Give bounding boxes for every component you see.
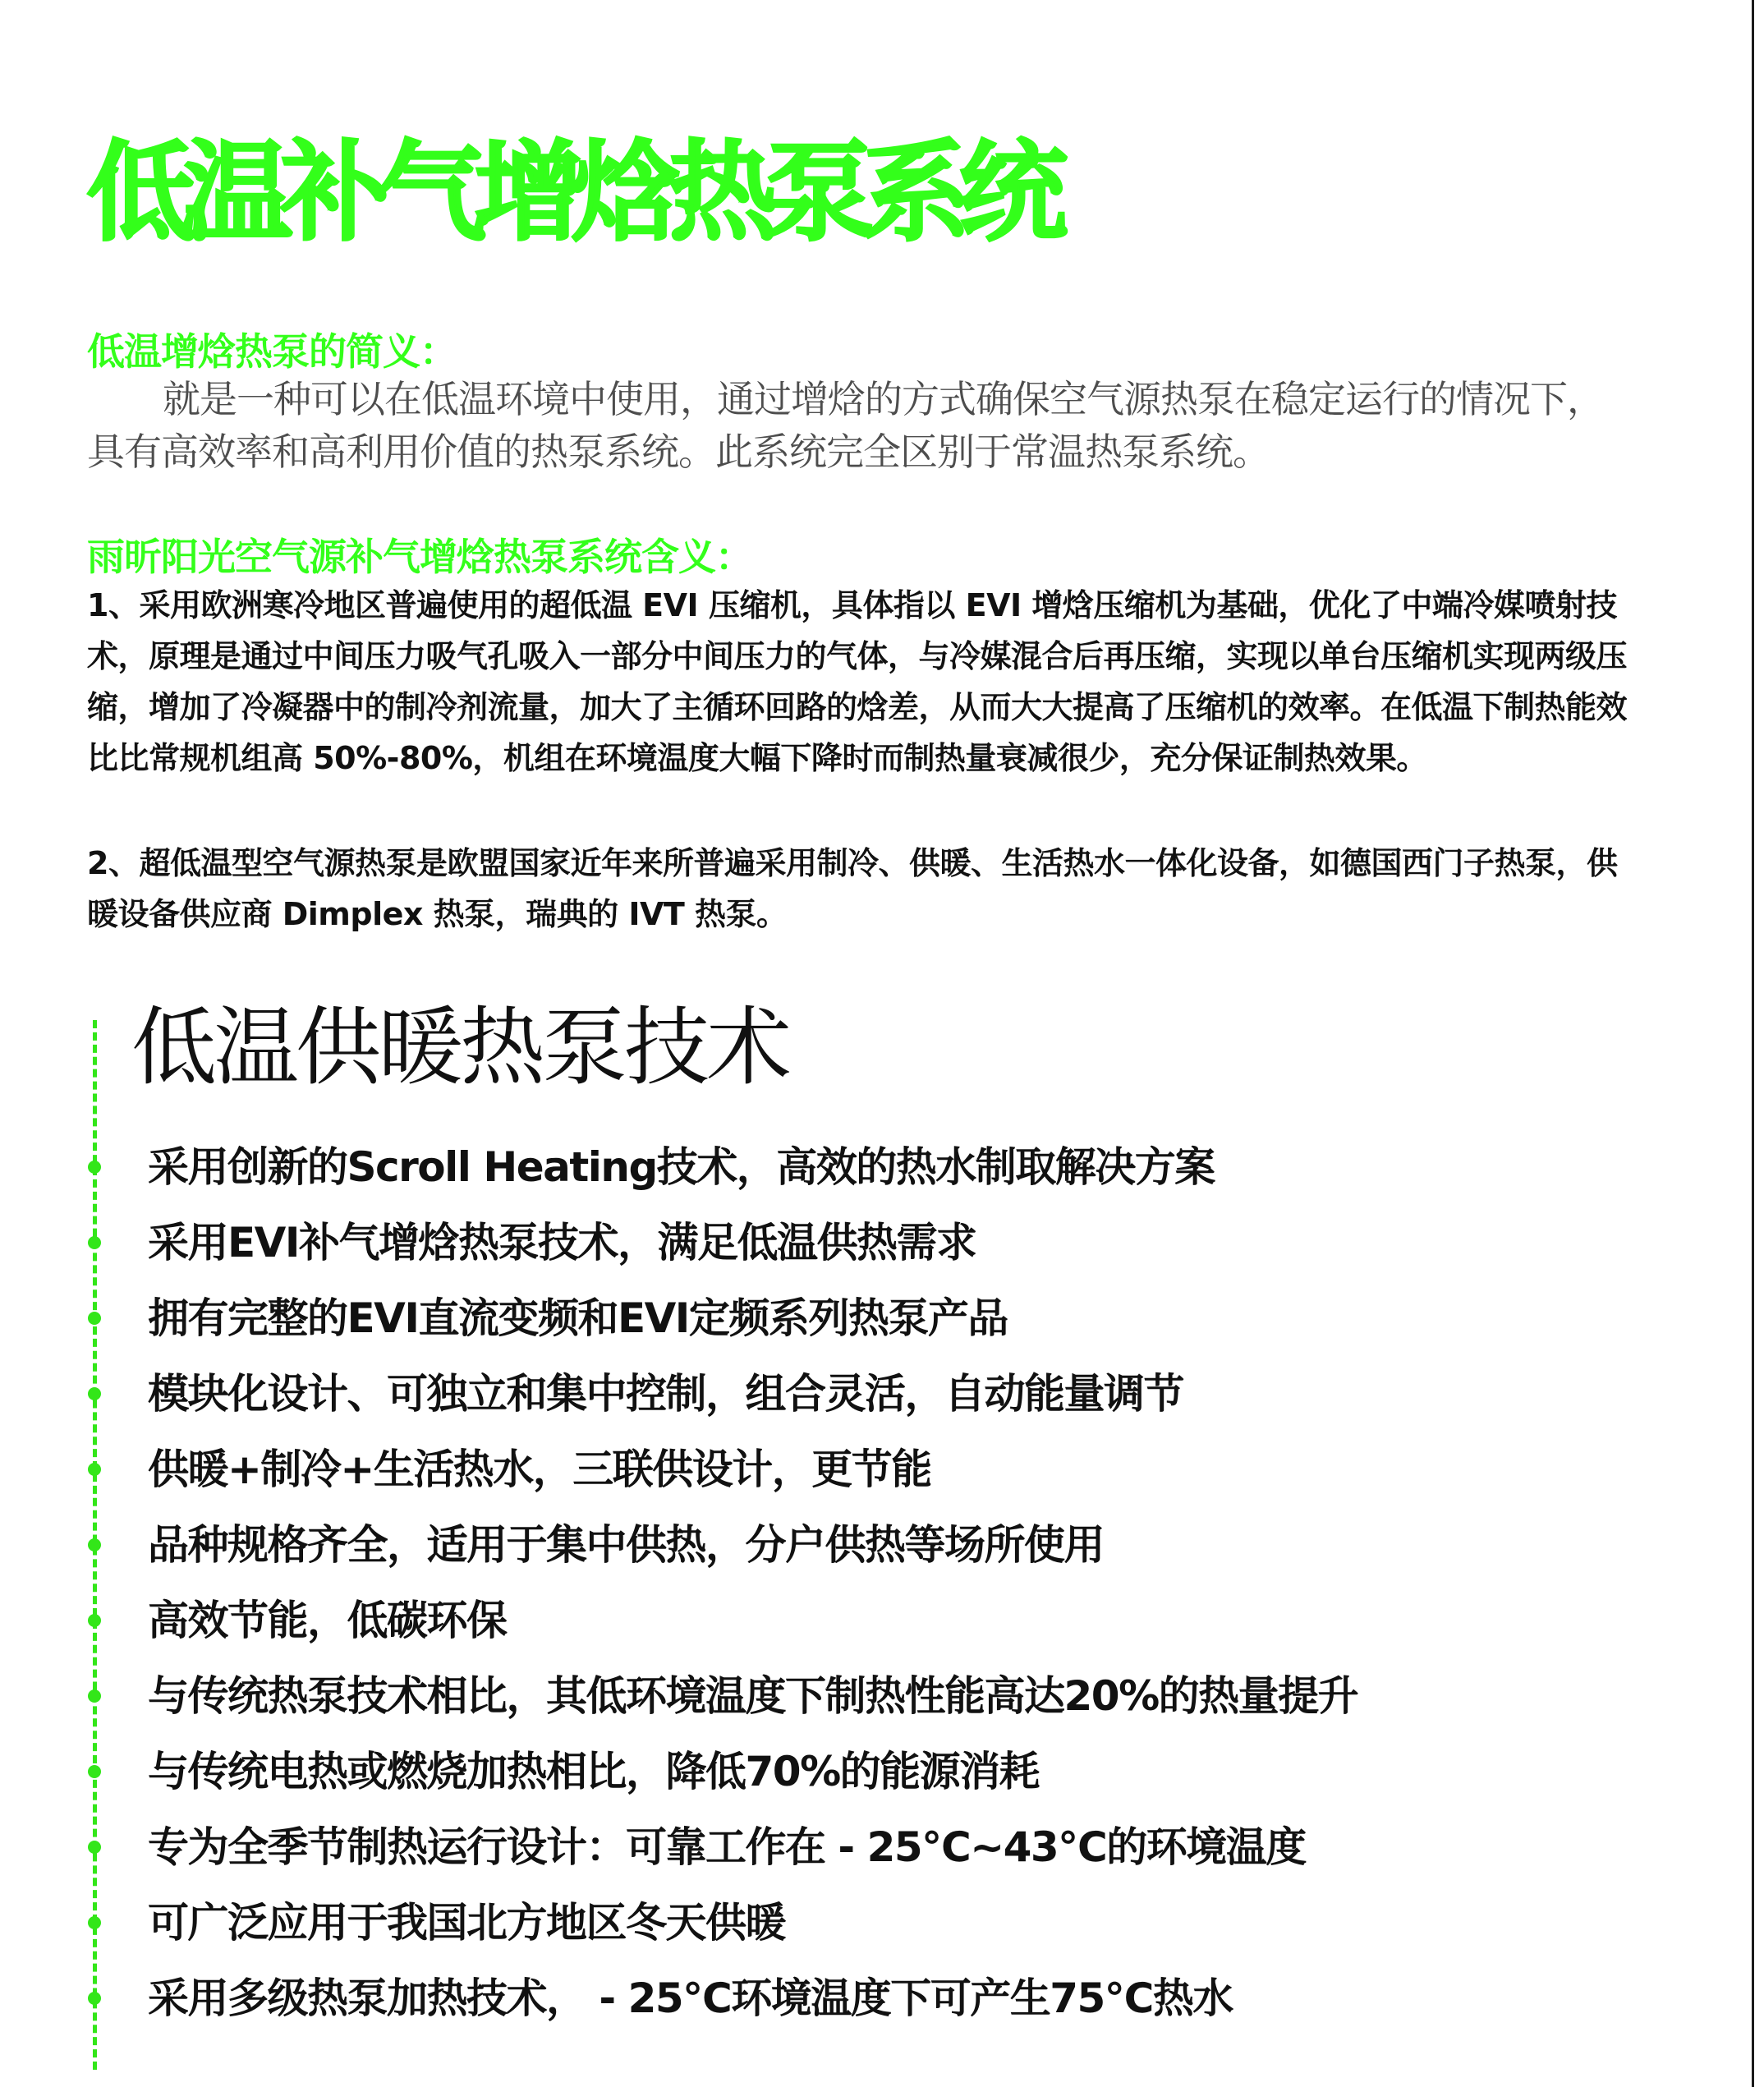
bullet-dot-icon: [88, 1916, 101, 1929]
list-item-text: 与传统热泵技术相比，其低环境温度下制热性能高达20%的热量提升: [148, 1672, 1358, 1720]
definition-heading: 低温增焓热泵的简义：: [87, 329, 457, 374]
list-item-text: 品种规格齐全，适用于集中供热，分户供热等场所使用: [148, 1521, 1104, 1569]
bullet-dot-icon: [88, 1614, 101, 1627]
bullet-dot-icon: [88, 1463, 101, 1476]
bullet-dot-icon: [88, 1312, 101, 1325]
definition-paragraph: 就是一种可以在低温环境中使用，通过增焓的方式确保空气源热泵在稳定运行的情况下，具有高效率和高利用价值的热泵系统。此系统完全区别于常温热泵系统。: [87, 377, 1604, 474]
page-title: 低温补气增焓热泵系统: [87, 130, 1056, 256]
meaning-paragraph-2: 2、超低温型空气源热泵是欧盟国家近年来所普遍采用制冷、供暖、生活热水一体化设备，如德国西门子热泵，供暖设备供应商 Dimplex 热泵，瑞典的 IVT 热泵。: [87, 845, 1618, 932]
list-item-text: 与传统电热或燃烧加热相比，降低70%的能源消耗: [148, 1748, 1040, 1795]
bullet-dot-icon: [88, 1689, 101, 1703]
list-item-text: 采用多级热泵加热技术， - 25℃环境温度下可产生75℃热水: [148, 1974, 1233, 2022]
list-item-text: 模块化设计、可独立和集中控制，组合灵活，自动能量调节: [148, 1370, 1183, 1418]
technology-section-title: 低温供暖热泵技术: [131, 997, 789, 1097]
page-edge-rule: [1752, 0, 1754, 2087]
bullet-dot-icon: [88, 1387, 101, 1400]
list-item-text: 供暖+制冷+生活热水，三联供设计，更节能: [148, 1446, 931, 1493]
bullet-dot-icon: [88, 1992, 101, 2005]
list-item-text: 专为全季节制热运行设计：可靠工作在 - 25℃~43℃的环境温度: [148, 1823, 1306, 1871]
list-item-text: 采用创新的Scroll Heating技术，高效的热水制取解决方案: [148, 1143, 1215, 1191]
bullet-dot-icon: [88, 1538, 101, 1551]
list-item-text: 可广泛应用于我国北方地区冬天供暖: [148, 1899, 785, 1947]
list-item-text: 采用EVI补气增焓热泵技术，满足低温供热需求: [148, 1219, 976, 1266]
meaning-heading: 雨昕阳光空气源补气增焓热泵系统含义：: [87, 535, 752, 579]
bullet-dot-icon: [88, 1841, 101, 1854]
meaning-paragraph-1: 1、采用欧洲寒冷地区普遍使用的超低温 EVI 压缩机，具体指以 EVI 增焓压缩机为基础，优化了中端冷媒喷射技术，原理是通过中间压力吸气孔吸入一部分中间压力的气体，与冷媒混合后再压缩，实现以单台压缩机实现两级压缩，增加了冷凝器中的制冷剂流量，加大了主循环回路的焓差，从而大大提高了压缩机的效率。在低温下制热能效比比常规机组高 50%-80%，机组在环境温度大幅下降时而制热量衰减很少，充分保证制热效果。: [87, 587, 1628, 776]
list-item-text: 拥有完整的EVI直流变频和EVI定频系列热泵产品: [148, 1294, 1008, 1342]
bullet-dot-icon: [88, 1236, 101, 1249]
bullet-dot-icon: [88, 1765, 101, 1778]
bullet-dot-icon: [88, 1161, 101, 1174]
list-item-text: 高效节能，低碳环保: [148, 1597, 507, 1644]
